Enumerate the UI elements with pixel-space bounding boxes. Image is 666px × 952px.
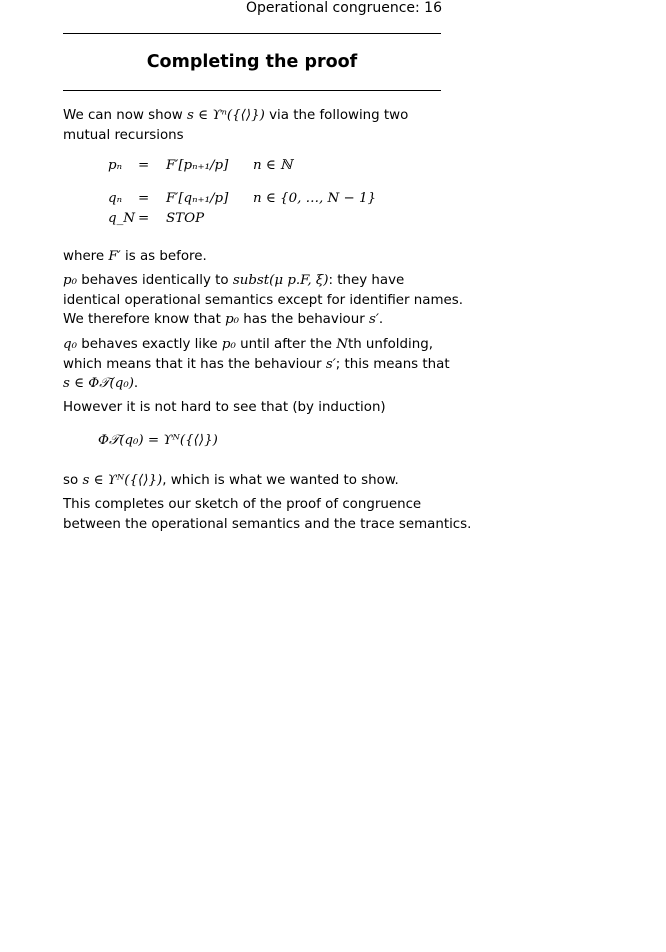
q0-paragraph: [63, 335, 448, 394]
math: subst(μ p.F, ξ): [232, 273, 329, 288]
equation-op: =: [138, 191, 150, 206]
intro-paragraph: [63, 106, 448, 145]
p0-paragraph: [63, 271, 463, 330]
q0-line-2: [63, 355, 448, 375]
text: We therefore know that: [63, 312, 226, 327]
equation-lhs: pₙ: [108, 158, 122, 173]
text: , which is what we wanted to show.: [162, 473, 399, 488]
math: s ∈ ϒᴺ({⟨⟩}): [82, 473, 163, 488]
math: s′: [325, 356, 336, 372]
p0-line-2: identical operational semantics except for identifier names.: [63, 292, 463, 308]
math: q₀: [63, 337, 77, 352]
conclusion-line-2: between the operational semantics and the trace semantics.: [63, 516, 472, 532]
p0-line-3: [63, 310, 448, 330]
text: ; this means that: [335, 356, 450, 372]
intro-rest: via the following two: [264, 108, 409, 123]
text: has the behaviour: [239, 312, 369, 327]
where-rest: is as before.: [120, 249, 207, 264]
text: : they have: [328, 273, 405, 288]
text: which means that it has the behaviour: [63, 356, 326, 372]
equation-rhs: STOP: [166, 211, 205, 226]
equation-op: =: [138, 211, 150, 226]
top-rule: [63, 33, 441, 34]
conclusion-line-1: This completes our sketch of the proof of congruence: [63, 497, 422, 512]
equation-condition: n ∈ {0, …, N − 1}: [253, 191, 376, 206]
math: N: [336, 337, 348, 352]
math: s′: [368, 312, 379, 327]
text: so: [63, 473, 83, 488]
however-line: However it is not hard to see that (by induction): [63, 400, 386, 415]
text: th unfolding,: [347, 337, 433, 352]
slide-title: Completing the proof: [146, 52, 358, 72]
text: behaves exactly like: [76, 337, 222, 352]
intro-math: s ∈ ϒⁿ({⟨⟩}): [187, 108, 265, 123]
intro-line-2: mutual recursions: [63, 127, 184, 143]
p0-line-1: [63, 271, 448, 291]
where-line: [63, 247, 448, 267]
math: s ∈ Φ𝒯(q₀): [63, 376, 134, 391]
equation-lhs: q_N: [108, 211, 135, 226]
title-rule: [63, 90, 441, 91]
equation-rhs: F′[pₙ₊₁/p]: [166, 158, 229, 173]
math: p₀: [225, 312, 240, 327]
math: p₀: [221, 337, 236, 352]
text: .: [133, 376, 139, 391]
where-text: where: [63, 249, 109, 264]
where-math: F′: [108, 249, 121, 264]
running-header: Operational congruence: 16: [245, 0, 442, 16]
text: behaves identically to: [76, 273, 233, 288]
display-equation: Φ𝒯(q₀) = ϒᴺ({⟨⟩}): [98, 433, 218, 448]
intro-text: We can now show: [63, 108, 188, 123]
equation-rhs: F′[qₙ₊₁/p]: [166, 191, 229, 206]
so-line: [63, 471, 448, 491]
equation-condition: n ∈ ℕ: [253, 158, 293, 173]
equation-lhs: qₙ: [108, 191, 122, 206]
equation-op: =: [138, 158, 150, 173]
text: until after the: [235, 337, 337, 352]
intro-line-1: [63, 106, 448, 126]
conclusion-paragraph: [63, 495, 472, 534]
q0-line-1: [63, 335, 448, 355]
math: p₀: [63, 273, 77, 288]
q0-line-3: [63, 374, 448, 394]
text: .: [378, 312, 384, 327]
